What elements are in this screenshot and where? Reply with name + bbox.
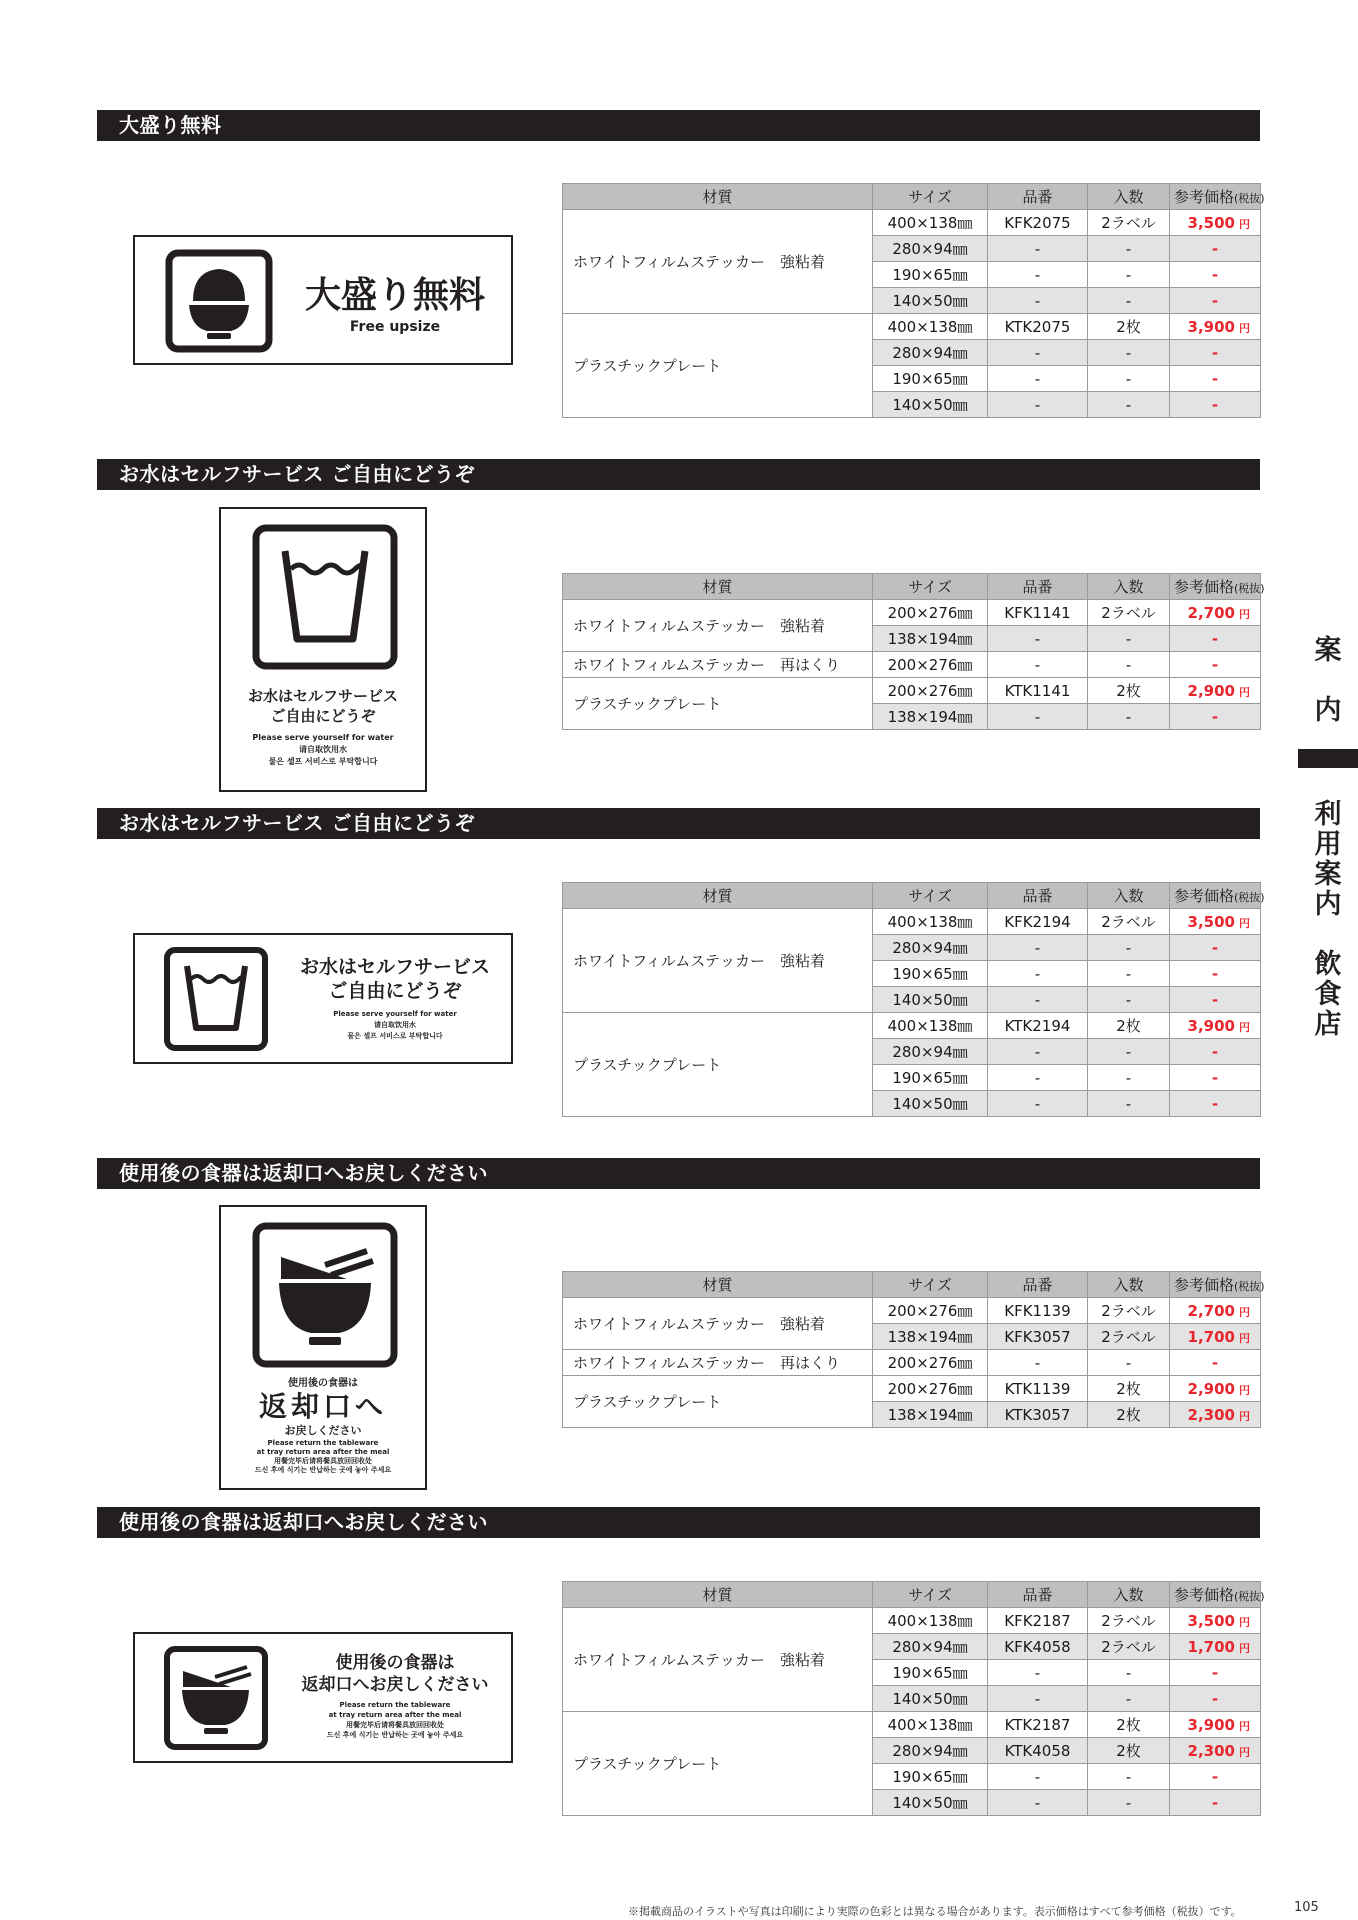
price-cell: - [1170,1790,1261,1816]
price-cell: - [1170,1764,1261,1790]
table-header-row [563,1272,1261,1298]
spec-table [562,1581,1265,1816]
code-cell: KFK1141 [988,600,1088,626]
size-cell: 200×276㎜ [873,1376,988,1402]
qty-cell: 2枚 [1088,678,1170,704]
size-cell: 140×50㎜ [873,1686,988,1712]
price-cell: 1,700 円 [1170,1324,1261,1350]
side-tab-char: 食 [1314,979,1342,1010]
col-size-header: サイズ [873,883,988,909]
col-material-header: 材質 [563,1272,873,1298]
size-cell: 190×65㎜ [873,262,988,288]
size-cell: 190×65㎜ [873,1065,988,1091]
material-cell: ホワイトフィルムステッカー 強粘着 [563,600,873,652]
qty-cell: - [1088,935,1170,961]
size-cell: 200×276㎜ [873,652,988,678]
col-code-header: 品番 [988,1272,1088,1298]
qty-cell: 2枚 [1088,1376,1170,1402]
material-cell: ホワイトフィルムステッカー 強粘着 [563,210,873,314]
size-cell: 400×138㎜ [873,909,988,935]
code-cell: KTK3057 [988,1402,1088,1428]
price-cell: 3,500 円 [1170,909,1261,935]
qty-cell: - [1088,961,1170,987]
size-cell: 280×94㎜ [873,236,988,262]
price-cell: - [1170,1660,1261,1686]
water-glass-icon [163,946,269,1052]
side-tab-top-1: 案 [1314,635,1342,666]
qty-cell: 2枚 [1088,1402,1170,1428]
side-tab-char: 内 [1314,889,1342,920]
material-cell: ホワイトフィルムステッカー 強粘着 [563,909,873,1013]
spec-table [562,882,1265,1117]
col-material-header: 材質 [563,1582,873,1608]
table-row [563,1712,1261,1738]
size-cell: 400×138㎜ [873,314,988,340]
qty-cell: - [1088,340,1170,366]
side-tab-char: 案 [1314,859,1342,890]
bowls-chopsticks-icon [251,1221,399,1369]
price-cell: 2,300 円 [1170,1738,1261,1764]
sign-chinese: 请自取饮用水 [299,745,347,754]
size-cell: 400×138㎜ [873,210,988,236]
table-row [563,1013,1261,1039]
col-price-header: 参考価格(税抜) [1170,1272,1261,1298]
size-cell: 280×94㎜ [873,340,988,366]
table-header-row [563,574,1261,600]
table-row [563,600,1261,626]
qty-cell: - [1088,1660,1170,1686]
price-cell: 2,700 円 [1170,600,1261,626]
code-cell: - [988,1039,1088,1065]
price-cell: - [1170,961,1261,987]
size-cell: 138×194㎜ [873,704,988,730]
col-size-header: サイズ [873,184,988,210]
qty-cell: - [1088,288,1170,314]
sign-water-portrait [219,507,427,792]
col-qty-header: 入数 [1088,883,1170,909]
sign-oomori [133,235,513,365]
code-cell: - [988,340,1088,366]
table-header-row [563,883,1261,909]
material-cell: プラスチックプレート [563,678,873,730]
col-material-header: 材質 [563,184,873,210]
table-row [563,909,1261,935]
col-code-header: 品番 [988,184,1088,210]
sign-water-landscape [133,933,513,1064]
size-cell: 140×50㎜ [873,288,988,314]
size-cell: 200×276㎜ [873,600,988,626]
table-row [563,1298,1261,1324]
sign-title-line2: 返却口へお戻しください [301,1675,489,1695]
side-tab-top-2: 内 [1314,695,1342,726]
price-cell: - [1170,935,1261,961]
qty-cell: 2枚 [1088,1738,1170,1764]
code-cell: - [988,987,1088,1013]
size-cell: 138×194㎜ [873,626,988,652]
qty-cell: - [1088,392,1170,418]
price-cell: 2,900 円 [1170,1376,1261,1402]
size-cell: 140×50㎜ [873,1790,988,1816]
size-cell: 280×94㎜ [873,1039,988,1065]
material-cell: ホワイトフィルムステッカー 強粘着 [563,1298,873,1350]
price-cell: 3,900 円 [1170,1712,1261,1738]
code-cell: - [988,1091,1088,1117]
qty-cell: - [1088,704,1170,730]
code-cell: KFK3057 [988,1324,1088,1350]
code-cell: - [988,626,1088,652]
table-header-row [563,1582,1261,1608]
qty-cell: - [1088,987,1170,1013]
price-cell: - [1170,288,1261,314]
size-cell: 400×138㎜ [873,1608,988,1634]
section-title-return-portrait: 使用後の食器は返却口へお戻しください [97,1158,1260,1189]
sign-title-line1: お水はセルフサービス [299,956,490,978]
code-cell: - [988,1350,1088,1376]
page-number: 105 [1294,1900,1319,1915]
code-cell: - [988,366,1088,392]
code-cell: - [988,1065,1088,1091]
col-qty-header: 入数 [1088,1582,1170,1608]
sign-title-line2: ご自由にどうぞ [270,707,376,725]
col-size-header: サイズ [873,574,988,600]
col-code-header: 品番 [988,574,1088,600]
qty-cell: - [1088,1039,1170,1065]
code-cell: - [988,1764,1088,1790]
sign-line3: お戻しください [284,1424,362,1437]
material-cell: プラスチックプレート [563,314,873,418]
table-row [563,652,1261,678]
price-cell: - [1170,1686,1261,1712]
qty-cell: 2ラベル [1088,1634,1170,1660]
price-cell: 3,900 円 [1170,1013,1261,1039]
sign-line1: 使用後の食器は [288,1378,358,1389]
size-cell: 140×50㎜ [873,1091,988,1117]
section-title-return-landscape: 使用後の食器は返却口へお戻しください [97,1507,1260,1538]
sign-english-1: Please return the tableware [267,1439,379,1447]
price-cell: - [1170,392,1261,418]
sign-korean: 드신 후에 식기는 반납하는 곳에 놓아 주세요 [326,1731,464,1739]
size-cell: 400×138㎜ [873,1712,988,1738]
code-cell: KFK2075 [988,210,1088,236]
code-cell: KTK2194 [988,1013,1088,1039]
side-tab-char: 店 [1314,1009,1342,1040]
sign-chinese: 用餐完毕后请将餐具放回回收处 [346,1721,444,1729]
material-cell: プラスチックプレート [563,1013,873,1117]
price-cell: - [1170,1091,1261,1117]
price-cell: 2,300 円 [1170,1402,1261,1428]
sign-english: Please serve yourself for water [252,733,394,742]
sign-subtitle: Free upsize [349,319,441,335]
section-title-water-portrait: お水はセルフサービス ご自由にどうぞ [97,459,1260,490]
size-cell: 200×276㎜ [873,1350,988,1376]
size-cell: 190×65㎜ [873,366,988,392]
table-row [563,1608,1261,1634]
size-cell: 138×194㎜ [873,1324,988,1350]
qty-cell: - [1088,1065,1170,1091]
size-cell: 280×94㎜ [873,1634,988,1660]
col-price-header: 参考価格(税抜) [1170,883,1261,909]
qty-cell: - [1088,366,1170,392]
code-cell: - [988,1790,1088,1816]
spec-table [562,573,1265,730]
code-cell: - [988,935,1088,961]
col-code-header: 品番 [988,1582,1088,1608]
code-cell: KFK2194 [988,909,1088,935]
size-cell: 140×50㎜ [873,392,988,418]
size-cell: 190×65㎜ [873,1764,988,1790]
price-cell: - [1170,340,1261,366]
table-row [563,1376,1261,1402]
sign-english-1: Please return the tableware [339,1701,451,1709]
code-cell: KTK1139 [988,1376,1088,1402]
price-cell: - [1170,1350,1261,1376]
code-cell: - [988,236,1088,262]
material-cell: プラスチックプレート [563,1712,873,1816]
code-cell: - [988,288,1088,314]
water-glass-icon [251,523,399,671]
qty-cell: 2ラベル [1088,1324,1170,1350]
section-title-oomori: 大盛り無料 [97,110,1260,141]
sign-return-portrait [219,1205,427,1490]
sign-title-line1: 使用後の食器は [335,1653,455,1673]
sign-title: 大盛り無料 [304,275,485,316]
material-cell: ホワイトフィルムステッカー 再はくり [563,1350,873,1376]
side-tab-char: 利 [1314,799,1342,830]
qty-cell: 2枚 [1088,1013,1170,1039]
size-cell: 280×94㎜ [873,1738,988,1764]
price-cell: 2,900 円 [1170,678,1261,704]
qty-cell: - [1088,652,1170,678]
material-cell: ホワイトフィルムステッカー 強粘着 [563,1608,873,1712]
code-cell: - [988,704,1088,730]
side-divider [1298,749,1358,768]
code-cell: KFK4058 [988,1634,1088,1660]
code-cell: - [988,961,1088,987]
code-cell: KTK2187 [988,1712,1088,1738]
material-cell: ホワイトフィルムステッカー 再はくり [563,652,873,678]
sign-chinese: 用餐完毕后请将餐具放回回收处 [274,1457,372,1465]
code-cell: - [988,392,1088,418]
code-cell: KTK4058 [988,1738,1088,1764]
qty-cell: 2ラベル [1088,600,1170,626]
qty-cell: 2ラベル [1088,909,1170,935]
col-qty-header: 入数 [1088,1272,1170,1298]
size-cell: 200×276㎜ [873,678,988,704]
section-title-water-landscape: お水はセルフサービス ご自由にどうぞ [97,808,1260,839]
col-price-header: 参考価格(税抜) [1170,1582,1261,1608]
col-material-header: 材質 [563,574,873,600]
side-tab-category [1298,800,1358,1040]
col-material-header: 材質 [563,883,873,909]
price-cell: - [1170,626,1261,652]
col-code-header: 品番 [988,883,1088,909]
spec-table [562,183,1265,418]
price-cell: 3,900 円 [1170,314,1261,340]
code-cell: KFK2187 [988,1608,1088,1634]
code-cell: - [988,1660,1088,1686]
size-cell: 400×138㎜ [873,1013,988,1039]
price-cell: - [1170,1039,1261,1065]
qty-cell: 2枚 [1088,314,1170,340]
price-cell: - [1170,236,1261,262]
table-row [563,314,1261,340]
col-price-header: 参考価格(税抜) [1170,184,1261,210]
qty-cell: 2ラベル [1088,210,1170,236]
qty-cell: - [1088,626,1170,652]
qty-cell: - [1088,1686,1170,1712]
sign-korean: 드신 후에 식기는 반납하는 곳에 놓아 주세요 [254,1466,392,1474]
price-cell: - [1170,1065,1261,1091]
qty-cell: - [1088,1091,1170,1117]
code-cell: - [988,1686,1088,1712]
col-size-header: サイズ [873,1582,988,1608]
price-cell: 3,500 円 [1170,210,1261,236]
qty-cell: 2ラベル [1088,1298,1170,1324]
code-cell: KTK1141 [988,678,1088,704]
side-tab-char [1298,920,1358,950]
rice-bowl-icon [165,249,273,353]
price-cell: 1,700 円 [1170,1634,1261,1660]
sign-big-text: 返却口へ [258,1390,387,1423]
spec-table [562,1271,1265,1428]
side-tab-char: 飲 [1314,949,1342,980]
table-row [563,678,1261,704]
sign-english-2: at tray return area after the meal [328,1711,462,1719]
size-cell: 190×65㎜ [873,1660,988,1686]
sign-korean: 물은 셀프 서비스로 부탁합니다 [347,1032,443,1040]
material-cell: プラスチックプレート [563,1376,873,1428]
price-cell: - [1170,262,1261,288]
bowls-chopsticks-icon [163,1645,269,1751]
col-price-header: 参考価格(税抜) [1170,574,1261,600]
footnote: ※掲載商品のイラストや写真は印刷により実際の色彩とは異なる場合があります。表示価格はすべて参考価格（税抜）です。 [628,1905,1242,1918]
sign-return-landscape [133,1632,513,1763]
size-cell: 280×94㎜ [873,935,988,961]
size-cell: 138×194㎜ [873,1402,988,1428]
price-cell: 2,700 円 [1170,1298,1261,1324]
table-row [563,1350,1261,1376]
qty-cell: 2枚 [1088,1712,1170,1738]
qty-cell: - [1088,236,1170,262]
qty-cell: - [1088,262,1170,288]
code-cell: - [988,262,1088,288]
side-tab-char: 用 [1314,829,1342,860]
col-qty-header: 入数 [1088,184,1170,210]
price-cell: - [1170,652,1261,678]
code-cell: KFK1139 [988,1298,1088,1324]
qty-cell: - [1088,1790,1170,1816]
size-cell: 200×276㎜ [873,1298,988,1324]
sign-english-2: at tray return area after the meal [256,1448,390,1456]
col-size-header: サイズ [873,1272,988,1298]
sign-title-line1: お水はセルフサービス [247,687,398,705]
code-cell: - [988,652,1088,678]
code-cell: KTK2075 [988,314,1088,340]
qty-cell: - [1088,1350,1170,1376]
col-qty-header: 入数 [1088,574,1170,600]
price-cell: 3,500 円 [1170,1608,1261,1634]
price-cell: - [1170,704,1261,730]
table-header-row [563,184,1261,210]
price-cell: - [1170,987,1261,1013]
qty-cell: - [1088,1764,1170,1790]
size-cell: 190×65㎜ [873,961,988,987]
sign-korean: 물은 셀프 서비스로 부탁합니다 [268,757,378,766]
price-cell: - [1170,366,1261,392]
size-cell: 140×50㎜ [873,987,988,1013]
sign-title-line2: ご自由にどうぞ [328,980,462,1002]
sign-english: Please serve yourself for water [333,1010,457,1018]
qty-cell: 2ラベル [1088,1608,1170,1634]
table-row [563,210,1261,236]
sign-chinese: 请自取饮用水 [374,1021,416,1029]
